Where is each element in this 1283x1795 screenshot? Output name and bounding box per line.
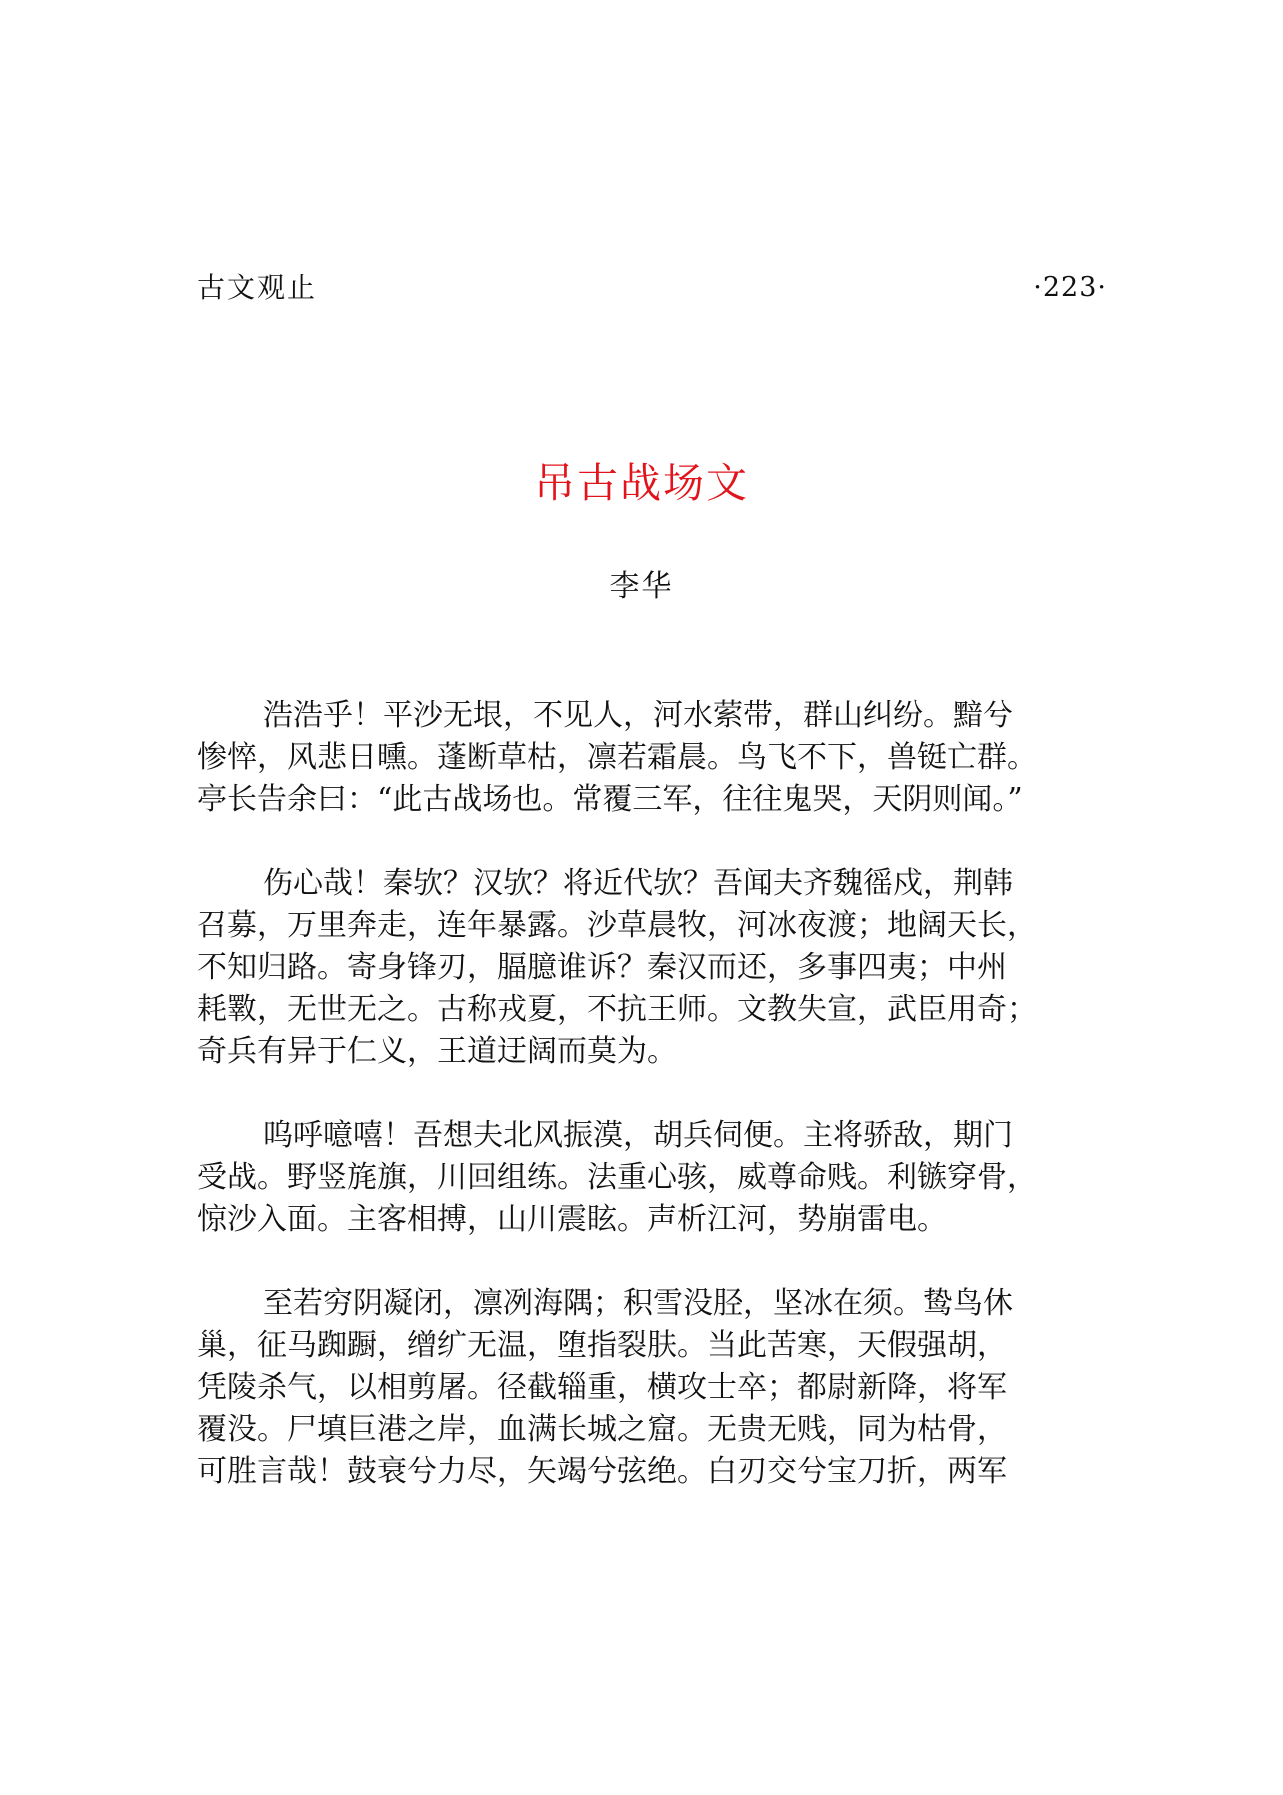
- text-line: 召募，万里奔走，连年暴露。沙草晨牧，河冰夜渡；地阔天长，: [197, 908, 1037, 943]
- text-line: 耗斁，无世无之。古称戎夏，不抗王师。文教失宣，武臣用奇；: [197, 992, 1037, 1027]
- text-line: 覆没。尸填巨港之岸，血满长城之窟。无贵无贱，同为枯骨，: [197, 1412, 1007, 1447]
- text-line: 呜呼噫嘻！吾想夫北风振漠，胡兵伺便。主将骄敌，期门: [263, 1118, 1013, 1153]
- text-line: 巢，征马踟蹰，缯纩无温，堕指裂肤。当此苦寒，天假强胡，: [197, 1328, 1007, 1363]
- body-text: [197, 695, 1112, 1535]
- author-name: 李华: [609, 569, 674, 604]
- article-title: 吊古战场文: [534, 459, 749, 507]
- paragraph-4: [197, 1283, 1112, 1493]
- book-title: 古文观止: [197, 271, 318, 304]
- text-line: 惨悴，风悲日曛。蓬断草枯，凛若霜晨。鸟飞不下，兽铤亡群。: [197, 740, 1037, 775]
- page-number: ·223·: [1033, 272, 1107, 303]
- paragraph-3: [197, 1115, 1112, 1241]
- text-line: 惊沙入面。主客相搏，山川震眩。声析江河，势崩雷电。: [197, 1202, 947, 1237]
- text-line: 至若穷阴凝闭，凛冽海隅；积雪没胫，坚冰在须。鸷鸟休: [263, 1286, 1013, 1321]
- text-line: 可胜言哉！鼓衰兮力尽，矢竭兮弦绝。白刃交兮宝刀折，两军: [197, 1454, 1007, 1489]
- text-line: 浩浩乎！平沙无垠，不见人，河水萦带，群山纠纷。黯兮: [263, 698, 1013, 733]
- text-line: 伤心哉！秦欤？汉欤？将近代欤？吾闻夫齐魏徭戍，荆韩: [263, 866, 1013, 901]
- running-header: [197, 270, 1107, 310]
- paragraph-1: [197, 695, 1112, 821]
- text-line: 凭陵杀气，以相剪屠。径截辎重，横攻士卒；都尉新降，将军: [197, 1370, 1007, 1405]
- text-line: 不知归路。寄身锋刃，腷臆谁诉？秦汉而还，多事四夷；中州: [197, 950, 1007, 985]
- paragraph-2: [197, 863, 1112, 1073]
- text-line: 受战。野竖旄旗，川回组练。法重心骇，威尊命贱。利镞穿骨，: [197, 1160, 1037, 1195]
- text-line: 亭长告余曰：“此古战场也。常覆三军，往往鬼哭，天阴则闻。”: [197, 782, 1023, 817]
- text-line: 奇兵有异于仁义，王道迂阔而莫为。: [197, 1034, 677, 1069]
